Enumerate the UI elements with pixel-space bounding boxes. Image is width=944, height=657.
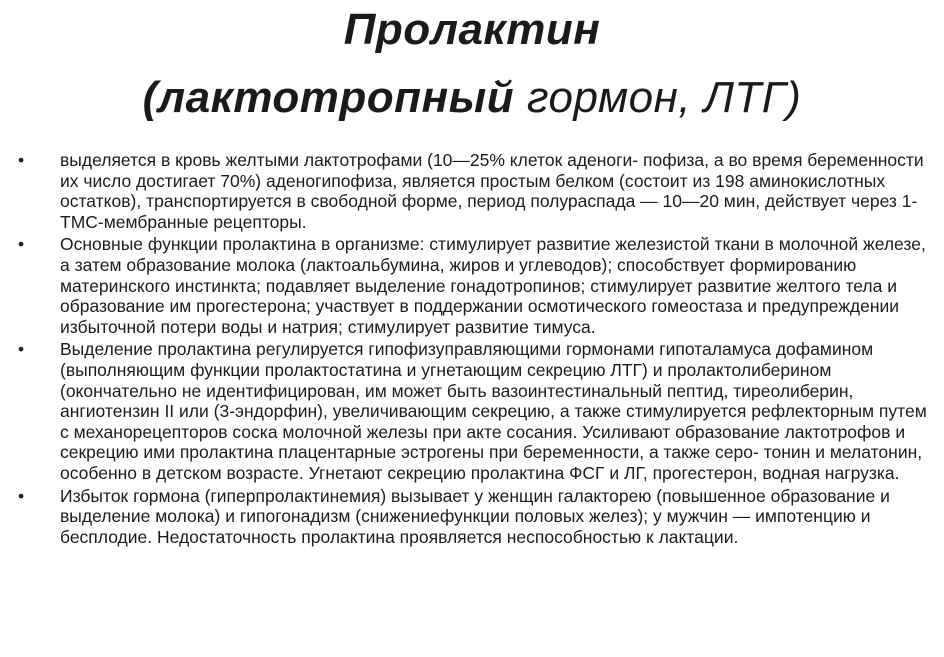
bullet-item bbox=[18, 339, 928, 483]
bullet-marker: • bbox=[18, 234, 25, 255]
bullet-item bbox=[18, 486, 928, 548]
bullet-text: выделяется в кровь желтыми лактотрофами (10—25% клеток аденоги- пофиза, а во время беременности их число достигает 70%) аденогипофиза, является простым белком (состоит из 198 аминокислотных остатков), транспортируется в свободной форме, период полураспада — 10—20 мин, действует через 1-ТМС-мембранные рецепторы. bbox=[60, 150, 924, 232]
bullet-text: Избыток гормона (гиперпролактинемия) вызывает у женщин галакторею (повышенное образование и выделение молока) и гипогонадизм (снижениефункции половых желез); у мужчин — импотенцию и бесплодие. Недостаточность пролактина проявляется неспособностью к лактации. bbox=[60, 485, 890, 547]
title-line-2 bbox=[0, 68, 944, 128]
bullet-marker: • bbox=[18, 485, 25, 506]
bullet-list bbox=[18, 150, 928, 549]
title-line-1: Пролактин bbox=[343, 5, 601, 54]
bullet-marker: • bbox=[18, 150, 25, 170]
title-line-2-bold: (лактотропный bbox=[142, 73, 515, 122]
bullet-marker: • bbox=[18, 339, 25, 360]
title-line-2-rest: гормон, ЛТГ) bbox=[514, 73, 802, 122]
bullet-item bbox=[18, 234, 928, 337]
bullet-text: Выделение пролактина регулируется гипофизуправляющими гормонами гипоталамуса дофамином (выполняющим функции пролактостатина и угнетающим секрецию ЛТГ) и пролактолиберином (окончательно не идентифицирован, им может быть вазоинтестинальный пептид, тиреолиберин, ангиотензин II или (3-эндорфин), увеличивающим секрецию, а также стимулируется рефлекторным путем с механорецепторов соска молочной железы при акте сосания. Усиливают образование лактотрофов и секрецию ими пролактина плацентарные эстрогены при беременности, а также серо- тонин и мелатонин, особенно в детском возрасте. Угнетают секрецию пролактина ФСГ и ЛГ, прогестерон, водная нагрузка. bbox=[60, 339, 927, 483]
bullet-item bbox=[18, 150, 928, 232]
bullet-text: Основные функции пролактина в организме: стимулирует развитие железистой ткани в молочной железе, а затем образование молока (лактоальбумина, жиров и углеводов); способствует формированию материнского инстинкта; подавляет выделение гонадотропинов; стимулирует развитие желтого тела и образование им прогестерона; участвует в поддержании осмотического гомеостаза и предупреждении избыточной потери воды и натрия; стимулирует развитие тимуса. bbox=[60, 234, 926, 337]
